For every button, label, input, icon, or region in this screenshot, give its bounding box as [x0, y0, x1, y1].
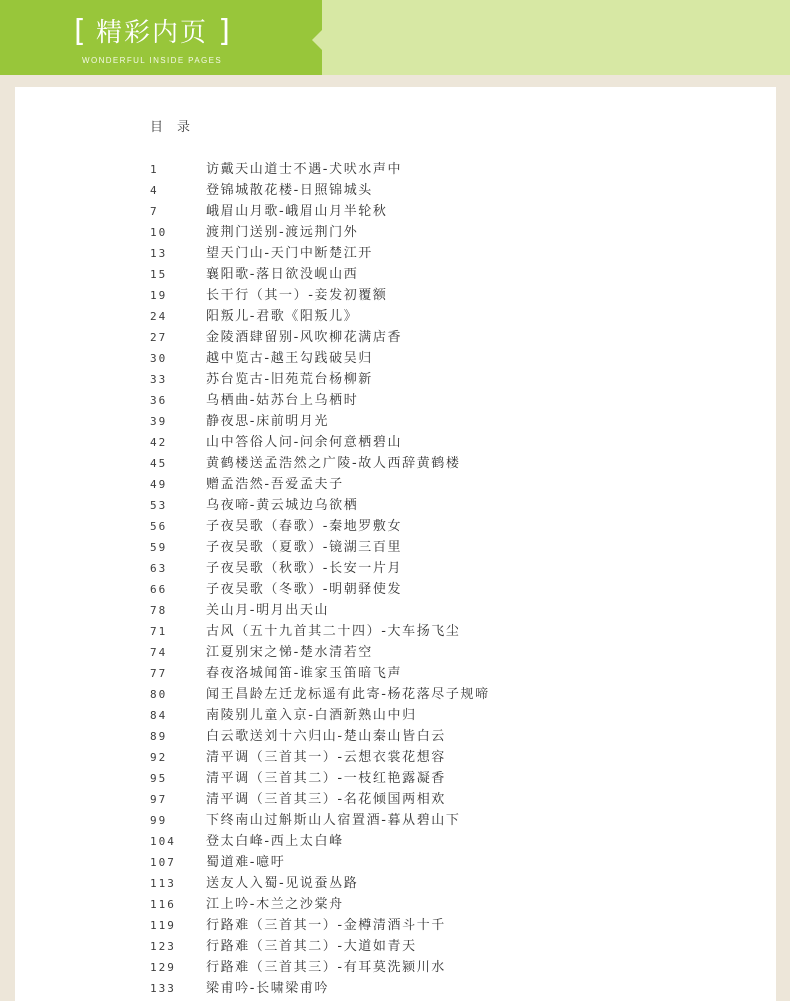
toc-entry-title: 山中答俗人问-问余何意栖碧山 [206, 435, 403, 450]
toc-entry [15, 852, 776, 873]
toc-entry-title: 蜀道难-噫吁 [206, 855, 286, 870]
toc-entry [15, 768, 776, 789]
toc-entry-page: 24 [150, 310, 168, 323]
toc-entry [15, 915, 776, 936]
toc-entry-title: 闻王昌龄左迁龙标遥有此寄-杨花落尽子规啼 [206, 687, 490, 702]
toc-entry-title: 子夜吴歌（夏歌）-镜湖三百里 [206, 540, 403, 555]
toc-entry-title: 访戴天山道士不遇-犬吠水声中 [206, 162, 403, 177]
toc-entry-page: 15 [150, 268, 168, 281]
toc-entry [15, 558, 776, 579]
toc-entry-title: 清平调（三首其一）-云想衣裳花想容 [206, 750, 446, 765]
toc-entry [15, 327, 776, 348]
toc-entry-page: 10 [150, 226, 168, 239]
toc-entry-page: 97 [150, 793, 168, 806]
toc-entry-title: 乌夜啼-黄云城边乌欲栖 [206, 498, 359, 513]
toc-entry-page: 92 [150, 751, 168, 764]
toc-entry [15, 957, 776, 978]
toc-entry [15, 936, 776, 957]
toc-entry-title: 清平调（三首其二）-一枝红艳露凝香 [206, 771, 446, 786]
toc-entry-title: 江夏别宋之悌-楚水清若空 [206, 645, 373, 660]
toc-entry-title: 清平调（三首其三）-名花倾国两相欢 [206, 792, 446, 807]
banner-subtitle: WONDERFUL INSIDE PAGES [82, 56, 223, 65]
toc-entry-page: 129 [150, 961, 176, 974]
toc-entry [15, 726, 776, 747]
toc-entry-page: 36 [150, 394, 168, 407]
toc-entry-page: 77 [150, 667, 168, 680]
toc-entry-page: 99 [150, 814, 168, 827]
header-banner [0, 0, 790, 75]
toc-entry [15, 684, 776, 705]
toc-entry-page: 45 [150, 457, 168, 470]
toc-entry [15, 663, 776, 684]
toc-entry-page: 1 [150, 163, 159, 176]
toc-entry-title: 春夜洛城闻笛-谁家玉笛暗飞声 [206, 666, 403, 681]
toc-entry [15, 474, 776, 495]
toc-entry [15, 642, 776, 663]
toc-entry-page: 59 [150, 541, 168, 554]
toc-entry-title: 白云歌送刘十六归山-楚山秦山皆白云 [206, 729, 446, 744]
toc-entry [15, 600, 776, 621]
banner-title-text: 精彩内页 [95, 18, 208, 48]
toc-entry [15, 453, 776, 474]
toc-entry [15, 180, 776, 201]
toc-entry-page: 7 [150, 205, 159, 218]
banner-title [74, 10, 230, 54]
toc-entry [15, 873, 776, 894]
toc-entry-title: 金陵酒肆留别-风吹柳花满店香 [206, 330, 403, 345]
toc-entry-title: 登太白峰-西上太白峰 [206, 834, 344, 849]
toc-entry-title: 登锦城散花楼-日照锦城头 [206, 183, 373, 198]
toc-list [15, 159, 776, 999]
toc-entry [15, 516, 776, 537]
toc-entry-title: 峨眉山月歌-峨眉山月半轮秋 [206, 204, 388, 219]
toc-entry-title: 行路难（三首其三）-有耳莫洗颍川水 [206, 960, 446, 975]
toc-entry-title: 子夜吴歌（春歌）-秦地罗敷女 [206, 519, 403, 534]
toc-entry-page: 4 [150, 184, 159, 197]
toc-entry-page: 33 [150, 373, 168, 386]
toc-entry-page: 74 [150, 646, 168, 659]
toc-entry-title: 关山月-明月出天山 [206, 603, 330, 618]
toc-entry-title: 子夜吴歌（秋歌）-长安一片月 [206, 561, 403, 576]
toc-entry-page: 56 [150, 520, 168, 533]
toc-entry-page: 80 [150, 688, 168, 701]
toc-entry [15, 789, 776, 810]
toc-entry [15, 810, 776, 831]
toc-entry [15, 894, 776, 915]
toc-entry [15, 831, 776, 852]
toc-entry-page: 39 [150, 415, 168, 428]
toc-entry-title: 行路难（三首其一）-金樽清酒斗十千 [206, 918, 446, 933]
toc-entry-title: 下终南山过斛斯山人宿置酒-暮从碧山下 [206, 813, 461, 828]
toc-entry-title: 襄阳歌-落日欲没岘山西 [206, 267, 359, 282]
toc-entry [15, 159, 776, 180]
toc-entry-title: 送友人入蜀-见说蚕丛路 [206, 876, 359, 891]
toc-entry [15, 621, 776, 642]
toc-entry [15, 495, 776, 516]
bracket-right: ] [218, 14, 230, 49]
toc-entry [15, 243, 776, 264]
toc-entry-page: 66 [150, 583, 168, 596]
toc-entry [15, 537, 776, 558]
toc-entry-title: 阳叛儿-君歌《阳叛儿》 [206, 309, 359, 324]
toc-entry-title: 南陵别儿童入京-白酒新熟山中归 [206, 708, 417, 723]
toc-entry-title: 梁甫吟-长啸梁甫吟 [206, 981, 330, 996]
toc-entry-title: 乌栖曲-姑苏台上乌栖时 [206, 393, 359, 408]
toc-entry [15, 348, 776, 369]
toc-entry [15, 264, 776, 285]
toc-entry [15, 978, 776, 999]
toc-entry-page: 71 [150, 625, 168, 638]
toc-entry-page: 95 [150, 772, 168, 785]
toc-entry [15, 579, 776, 600]
bracket-left: [ [74, 14, 86, 49]
toc-entry-page: 19 [150, 289, 168, 302]
toc-entry-page: 63 [150, 562, 168, 575]
toc-entry-title: 静夜思-床前明月光 [206, 414, 330, 429]
toc-entry [15, 411, 776, 432]
toc-title: 目录 [150, 120, 205, 135]
toc-entry-page: 78 [150, 604, 168, 617]
toc-entry-page: 116 [150, 898, 176, 911]
toc-entry-title: 赠孟浩然-吾爱孟夫子 [206, 477, 344, 492]
toc-entry-page: 49 [150, 478, 168, 491]
toc-entry [15, 306, 776, 327]
toc-entry-page: 119 [150, 919, 176, 932]
toc-entry-page: 133 [150, 982, 176, 995]
toc-entry-title: 子夜吴歌（冬歌）-明朝驿使发 [206, 582, 403, 597]
toc-entry [15, 747, 776, 768]
toc-entry-page: 104 [150, 835, 176, 848]
toc-entry [15, 390, 776, 411]
toc-entry [15, 285, 776, 306]
toc-entry [15, 705, 776, 726]
toc-entry-title: 长干行（其一）-妾发初覆额 [206, 288, 388, 303]
toc-entry-title: 黄鹤楼送孟浩然之广陵-故人西辞黄鹤楼 [206, 456, 461, 471]
toc-entry-title: 越中览古-越王勾践破吴归 [206, 351, 373, 366]
toc-entry-page: 53 [150, 499, 168, 512]
toc-entry-page: 30 [150, 352, 168, 365]
toc-entry [15, 201, 776, 222]
toc-entry-title: 古风（五十九首其二十四）-大车扬飞尘 [206, 624, 461, 639]
toc-entry-title: 苏台览古-旧苑荒台杨柳新 [206, 372, 373, 387]
toc-entry-title: 江上吟-木兰之沙棠舟 [206, 897, 344, 912]
toc-entry-page: 89 [150, 730, 168, 743]
toc-entry-page: 84 [150, 709, 168, 722]
toc-entry-page: 42 [150, 436, 168, 449]
toc-page [15, 87, 776, 1001]
toc-entry [15, 222, 776, 243]
toc-entry-title: 行路难（三首其二）-大道如青天 [206, 939, 417, 954]
toc-entry-page: 113 [150, 877, 176, 890]
toc-entry [15, 432, 776, 453]
toc-entry-page: 123 [150, 940, 176, 953]
toc-entry-page: 107 [150, 856, 176, 869]
toc-entry-title: 渡荆门送别-渡远荆门外 [206, 225, 359, 240]
toc-entry-title: 望天门山-天门中断楚江开 [206, 246, 373, 261]
toc-entry-page: 13 [150, 247, 168, 260]
toc-entry [15, 369, 776, 390]
toc-entry-page: 27 [150, 331, 168, 344]
